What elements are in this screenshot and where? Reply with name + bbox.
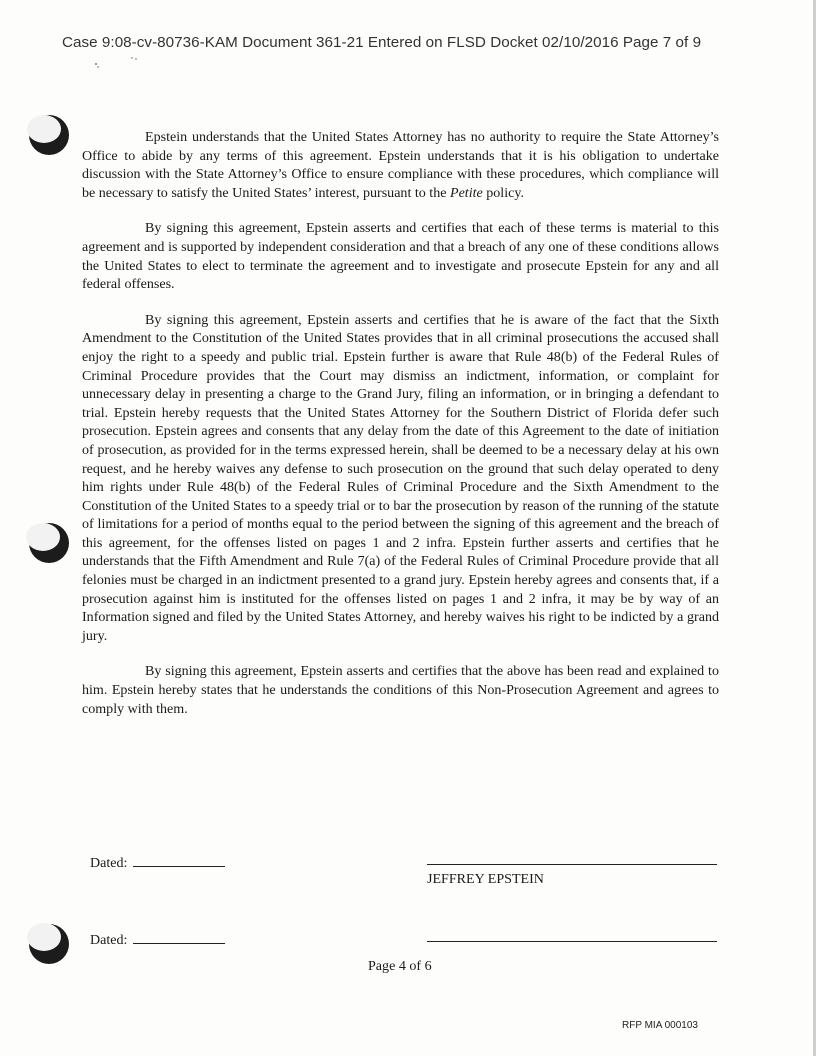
- dated-line-2: [90, 929, 225, 949]
- dated-label: Dated:: [90, 932, 128, 948]
- punch-hole-icon: [26, 520, 72, 566]
- signature-line-2: [427, 941, 717, 942]
- paragraph-state-attorney: [82, 128, 719, 202]
- page-number: Page 4 of 6: [368, 958, 432, 974]
- scan-specks: [92, 52, 152, 72]
- signer-name: JEFFREY EPSTEIN: [427, 871, 544, 887]
- agreement-body: [82, 128, 719, 735]
- paragraph-read-explained: By signing this agreement, Epstein asserts and certifies that the above has been read and explained to him. Epstein hereby states that he understands the conditions of this Non-Prosecution Agreement and agrees to comply with them.: [82, 663, 719, 717]
- punch-hole-icon: [26, 112, 72, 158]
- petite-policy-term: Petite: [449, 184, 483, 201]
- paragraph-text: policy.: [482, 184, 524, 201]
- bates-number: RFP MIA 000103: [622, 1020, 698, 1031]
- date-blank: [133, 852, 225, 867]
- signature-line-epstein: [427, 864, 717, 865]
- paragraph-material-terms: By signing this agreement, Epstein asserts and certifies that each of these terms is material to this agreement and is supported by independent consideration and that a breach of any one of these conditions allows the United States to elect to terminate the agreement and to investigate and prosecute Epstein for any and all federal offenses.: [82, 220, 719, 293]
- paragraph-speedy-trial: By signing this agreement, Epstein asserts and certifies that he is aware of the fact that the Sixth Amendment to the Constitution of the United States provides that in all criminal prosecutions the accused shall enjoy the right to a speedy and public trial. Epstein further is aware that Rule 48(b) of the Federal Rules of Criminal Procedure provides that the Court may dismiss an indictment, information, or complaint for unnecessary delay in presenting a charge to the Grand Jury, filing an information, or in bringing a defendant to trial. Epstein hereby requests that the United States Attorney for the Southern District of Florida defer such prosecution. Epstein agrees and consents that any delay from the date of this Agreement to the date of initiation of prosecution, as provided for in the terms expressed herein, shall be deemed to be a necessary delay at his own request, and he hereby waives any defense to such prosecution on the ground that such delay operated to deny him rights under Rule 48(b) of the Federal Rules of Criminal Procedure and the Sixth Amendment to the Constitution of the United States to a speedy trial or to bar the prosecution by reason of the running of the statute of limitations for a period of months equal to the period between the signing of this agreement and the breach of this agreement, for the offenses listed on pages 1 and 2 infra. Epstein further asserts and certifies that he understands that the Fifth Amendment and Rule 7(a) of the Federal Rules of Criminal Procedure provide that all felonies must be charged in an indictment presented to a grand jury. Epstein hereby agrees and consents that, if a prosecution against him is instituted for the offenses listed on pages 1 and 2 infra, it may be by way of an Information signed and filed by the United States Attorney, and hereby waives his right to be indicted by a grand jury.: [82, 311, 719, 644]
- dated-label: Dated:: [90, 855, 128, 871]
- punch-hole-icon: [26, 921, 72, 967]
- case-header: Case 9:08-cv-80736-KAM Document 361-21 Entered on FLSD Docket 02/10/2016 Page 7 of 9: [62, 34, 702, 51]
- date-blank: [133, 929, 225, 944]
- paragraph-text: Epstein understands that the United States Attorney has no authority to require the State Attorney’s Office to abide by any terms of this agreement. Epstein understands that it is his obligation to undertake discussion with the State Attorney’s Office to ensure compliance with these procedures, which compliance will be necessary to satisfy the United States’ interest, pursuant to the: [82, 129, 719, 201]
- dated-line-1: [90, 852, 225, 872]
